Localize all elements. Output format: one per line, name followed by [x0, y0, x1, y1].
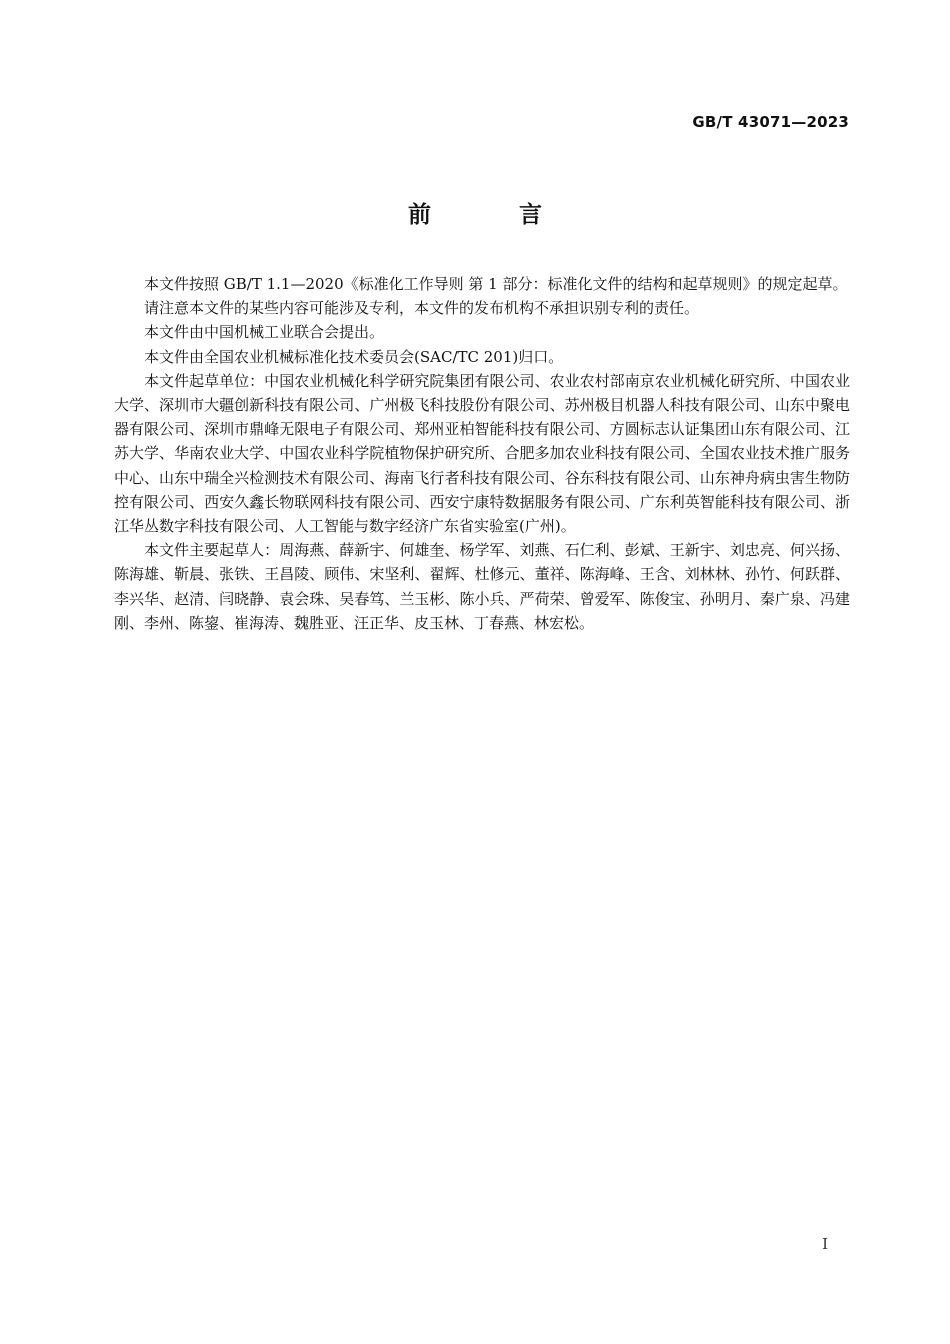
paragraph-drafting-rules: 本文件按照 GB/T 1.1—2020《标准化工作导则 第 1 部分：标准化文件的结构和起草规则》的规定起草。 [144, 275, 848, 293]
standard-number: GB/T 43071—2023 [692, 113, 849, 131]
paragraph-drafters: 本文件主要起草人：周海燕、薛新宇、何雄奎、杨学军、刘燕、石仁利、彭斌、王新宇、刘忠亮、何兴扬、陈海雄、靳晨、张铁、王昌陵、顾伟、宋坚利、翟辉、杜修元、董祥、陈海峰、王含、刘林林、孙竹、何跃群、李兴华、赵清、闫晓静、袁会珠、吴春笃、兰玉彬、陈小兵、严荷荣、曾爱军、陈俊宝、孙明月、秦广泉、冯建刚、李州、陈鋆、崔海涛、魏胜亚、汪正华、皮玉林、丁春燕、林宏松。 [114, 541, 850, 632]
foreword-body [114, 272, 850, 635]
paragraph-proposer: 本文件由中国机械工业联合会提出。 [144, 323, 385, 342]
paragraph-drafting-organizations: 本文件起草单位：中国农业机械化科学研究院集团有限公司、农业农村部南京农业机械化研究所、中国农业大学、深圳市大疆创新科技有限公司、广州极飞科技股份有限公司、苏州极目机器人科技有限公司、山东中聚电器有限公司、深圳市鼎峰无限电子有限公司、郑州亚柏智能科技有限公司、方圆标志认证集团山东有限公司、江苏大学、华南农业大学、中国农业科学院植物保护研究所、合肥多加农业科技有限公司、全国农业技术推广服务中心、山东中瑞全兴检测技术有限公司、海南飞行者科技有限公司、谷东科技有限公司、山东神舟病虫害生物防控有限公司、西安久鑫长物联网科技有限公司、西安宁康特数据服务有限公司、广东利英智能科技有限公司、浙江华丛数字科技有限公司、人工智能与数字经济广东省实验室(广州)。 [114, 371, 850, 536]
page-title: 前 言 [407, 202, 582, 228]
paragraph-technical-committee: 本文件由全国农业机械标准化技术委员会(SAC/TC 201)归口。 [144, 347, 564, 366]
paragraph-patent-notice: 请注意本文件的某些内容可能涉及专利，本文件的发布机构不承担识别专利的责任。 [144, 299, 700, 318]
page-number: I [822, 1235, 828, 1253]
